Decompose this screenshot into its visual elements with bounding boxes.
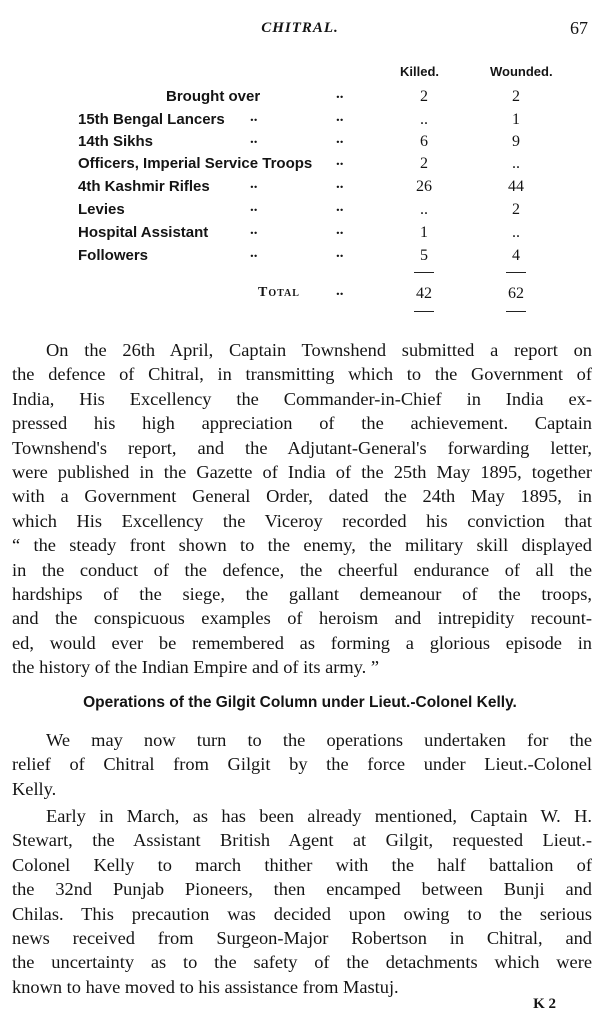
leader-dots: .. xyxy=(336,176,344,192)
paragraph-report xyxy=(12,338,592,680)
text-line: the defence of Chitral, in transmitting which to the Government of xyxy=(12,364,592,385)
signature-mark: K 2 xyxy=(533,996,556,1012)
wounded-value: .. xyxy=(512,224,520,241)
table-row xyxy=(0,155,600,177)
text-line: We may now turn to the operations undertaken for the xyxy=(46,730,592,750)
text-line: news received from Surgeon-Major Robertson in Chitral, and xyxy=(12,928,592,949)
wounded-value: 2 xyxy=(512,201,520,218)
row-label: Levies xyxy=(78,201,125,218)
text-line: “ the steady front shown to the enemy, the military skill displayed xyxy=(12,535,592,556)
killed-value: 5 xyxy=(420,247,428,264)
leader-dots: .. xyxy=(336,283,344,299)
leader-dots: .. xyxy=(250,199,258,215)
leader-dots: .. xyxy=(336,86,344,102)
killed-value: 2 xyxy=(420,88,428,105)
leader-dots: .. xyxy=(250,245,258,261)
killed-value: 6 xyxy=(420,133,428,150)
total-rule xyxy=(414,311,434,312)
text-line: the history of the Indian Empire and of its army. ” xyxy=(12,657,380,678)
killed-value: 2 xyxy=(420,155,428,172)
wounded-value: 2 xyxy=(512,88,520,105)
column-header-killed: Killed. xyxy=(400,64,440,79)
text-line: On the 26th April, Captain Townshend submitted a report on xyxy=(46,340,592,360)
text-line: hardships of the siege, the gallant demeanour of the troops, xyxy=(12,584,592,605)
leader-dots: .. xyxy=(336,245,344,261)
text-line: known to have moved to his assistance from Mastuj. xyxy=(12,976,399,997)
text-line: and the conspicuous examples of heroism and intrepidity recount- xyxy=(12,608,592,629)
killed-value: 26 xyxy=(416,178,432,195)
text-line: Stewart, the Assistant British Agent at Gilgit, requested Lieut.- xyxy=(12,830,592,851)
row-label: 14th Sikhs xyxy=(78,133,154,150)
sum-rule xyxy=(506,272,526,273)
paragraph-intro xyxy=(12,728,592,801)
total-label: Total xyxy=(258,285,300,300)
table-row xyxy=(0,178,600,200)
text-line: pressed his high appreciation of the achievement. Captain xyxy=(12,413,592,434)
table-row xyxy=(0,88,600,110)
table-row xyxy=(0,247,600,269)
row-label: Followers xyxy=(78,247,149,264)
text-line: Kelly. xyxy=(12,778,57,799)
section-heading: Operations of the Gilgit Column under Lieut.-Colonel Kelly. xyxy=(83,694,517,711)
row-label: Hospital Assistant xyxy=(78,224,209,241)
leader-dots: .. xyxy=(250,109,258,125)
leader-dots: .. xyxy=(336,131,344,147)
leader-dots: .. xyxy=(336,222,344,238)
total-killed-value: 42 xyxy=(416,285,432,302)
text-line: in the conduct of the defence, the cheerful endurance of all the xyxy=(12,559,592,580)
text-line: with a Government General Order, dated the 24th May 1895, in xyxy=(12,486,592,507)
text-line: the uncertainty as to the safety of the detachments which were xyxy=(12,952,592,973)
text-line: the 32nd Punjab Pioneers, then encamped between Bunji and xyxy=(12,879,592,900)
wounded-value: 1 xyxy=(512,111,520,128)
text-line: were published in the Gazette of India of the 25th May 1895, together xyxy=(12,462,592,483)
leader-dots: .. xyxy=(250,222,258,238)
running-header xyxy=(0,20,600,44)
running-title: CHITRAL. xyxy=(261,20,339,36)
leader-dots: .. xyxy=(336,109,344,125)
killed-value: 1 xyxy=(420,224,428,241)
text-line: Chilas. This precaution was decided upon owing to the serious xyxy=(12,903,592,924)
text-line: Colonel Kelly to march thither with the half battalion of xyxy=(12,854,592,875)
leader-dots: .. xyxy=(250,131,258,147)
text-line: which His Excellency the Viceroy recorded his conviction that xyxy=(12,510,592,531)
leader-dots: .. xyxy=(250,176,258,192)
killed-value: .. xyxy=(420,111,428,128)
row-label: Officers, Imperial Service Troops xyxy=(78,155,313,172)
table-row xyxy=(0,224,600,246)
wounded-value: .. xyxy=(512,155,520,172)
table-row xyxy=(0,201,600,223)
table-row xyxy=(0,133,600,155)
wounded-value: 9 xyxy=(512,133,520,150)
row-label: 15th Bengal Lancers xyxy=(78,111,225,128)
wounded-value: 4 xyxy=(512,247,520,264)
leader-dots: .. xyxy=(336,153,344,169)
killed-value: .. xyxy=(420,201,428,218)
text-line: relief of Chitral from Gilgit by the force under Lieut.-Colonel xyxy=(12,754,592,775)
leader-dots: .. xyxy=(336,199,344,215)
paragraph-march xyxy=(12,804,592,999)
total-row xyxy=(0,285,600,307)
column-header-wounded: Wounded. xyxy=(490,64,553,79)
total-wounded-value: 62 xyxy=(508,285,524,302)
text-line: India, His Excellency the Commander-in-Chief in India ex- xyxy=(12,388,592,409)
text-line: Early in March, as has been already mentioned, Captain W. H. xyxy=(46,806,592,826)
table-row xyxy=(0,111,600,133)
sum-rule xyxy=(414,272,434,273)
text-line: ed, would ever be remembered as forming a glorious episode in xyxy=(12,632,592,653)
page-number: 67 xyxy=(570,18,588,38)
row-label: 4th Kashmir Rifles xyxy=(78,178,210,195)
text-line: Townshend's report, and the Adjutant-General's forwarding letter, xyxy=(12,437,592,458)
row-label: Brought over xyxy=(166,88,261,105)
total-rule xyxy=(506,311,526,312)
wounded-value: 44 xyxy=(508,178,524,195)
